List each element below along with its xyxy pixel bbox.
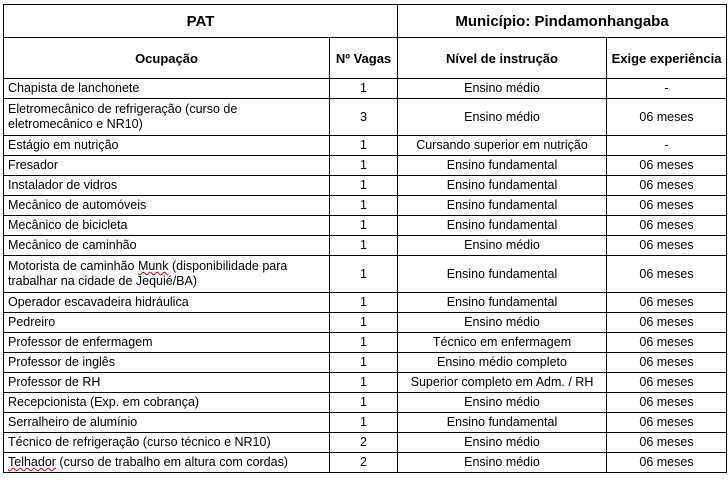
municipality-title: Município: Pindamonhangaba [398,5,727,38]
experience-cell: 06 meses [607,293,727,313]
table-row [4,216,727,236]
occupation-cell: Mecânico de bicicleta [4,216,330,236]
col-header-vacancies: Nº Vagas [330,38,398,79]
vacancies-cell: 1 [330,176,398,196]
vacancies-cell: 1 [330,393,398,413]
vacancies-cell: 1 [330,236,398,256]
experience-cell: 06 meses [607,393,727,413]
experience-cell: 06 meses [607,256,727,293]
education-cell: Cursando superior em nutrição [398,136,607,156]
experience-cell: 06 meses [607,353,727,373]
vacancies-cell: 1 [330,373,398,393]
education-cell: Ensino fundamental [398,156,607,176]
job-vacancies-table [3,4,727,473]
table-row [4,333,727,353]
table-row [4,136,727,156]
education-cell: Ensino médio [398,236,607,256]
table-row [4,176,727,196]
vacancies-cell: 1 [330,156,398,176]
experience-cell: 06 meses [607,453,727,473]
occupation-cell: Mecânico de automóveis [4,196,330,216]
title-row [4,5,727,38]
table-row [4,393,727,413]
table-row [4,256,727,293]
occupation-cell: Motorista de caminhão Munk (disponibilidade para trabalhar na cidade de Jequié/BA) [4,256,330,293]
education-cell: Ensino médio [398,99,607,136]
occupation-cell: Fresador [4,156,330,176]
vacancies-cell: 1 [330,293,398,313]
education-cell: Ensino fundamental [398,413,607,433]
experience-cell: 06 meses [607,156,727,176]
occupation-cell: Professor de RH [4,373,330,393]
education-cell: Técnico em enfermagem [398,333,607,353]
education-cell: Superior completo em Adm. / RH [398,373,607,393]
vacancies-cell: 1 [330,353,398,373]
occupation-cell: Pedreiro [4,313,330,333]
pat-title: PAT [4,5,398,38]
vacancies-cell: 1 [330,413,398,433]
table-row [4,353,727,373]
experience-cell: - [607,136,727,156]
experience-cell: 06 meses [607,216,727,236]
occupation-cell: Técnico de refrigeração (curso técnico e NR10) [4,433,330,453]
experience-cell: 06 meses [607,176,727,196]
education-cell: Ensino médio completo [398,353,607,373]
experience-cell: 06 meses [607,99,727,136]
spellcheck-underline: Munk [137,259,169,273]
experience-cell: 06 meses [607,413,727,433]
vacancies-cell: 2 [330,453,398,473]
col-header-education: Nível de instrução [398,38,607,79]
vacancies-cell: 1 [330,313,398,333]
vacancies-cell: 1 [330,79,398,99]
col-header-occupation: Ocupação [4,38,330,79]
table-row [4,99,727,136]
table-row [4,236,727,256]
experience-cell: 06 meses [607,236,727,256]
occupation-cell: Professor de inglês [4,353,330,373]
experience-cell: - [607,79,727,99]
education-cell: Ensino fundamental [398,216,607,236]
experience-cell: 06 meses [607,333,727,353]
table-row [4,293,727,313]
experience-cell: 06 meses [607,433,727,453]
education-cell: Ensino fundamental [398,293,607,313]
vacancies-cell: 1 [330,256,398,293]
occupation-cell: Serralheiro de alumínio [4,413,330,433]
experience-cell: 06 meses [607,373,727,393]
education-cell: Ensino médio [398,453,607,473]
table-row [4,156,727,176]
vacancies-cell: 1 [330,216,398,236]
education-cell: Ensino fundamental [398,256,607,293]
occupation-cell: Professor de enfermagem [4,333,330,353]
education-cell: Ensino médio [398,79,607,99]
table-row [4,413,727,433]
vacancies-cell: 3 [330,99,398,136]
table-row [4,373,727,393]
table-row [4,313,727,333]
vacancies-cell: 1 [330,136,398,156]
occupation-cell: Operador escavadeira hidráulica [4,293,330,313]
education-cell: Ensino médio [398,313,607,333]
experience-cell: 06 meses [607,196,727,216]
column-header-row [4,38,727,79]
table-row [4,453,727,473]
education-cell: Ensino médio [398,393,607,413]
table-row [4,196,727,216]
occupation-cell: Estágio em nutrição [4,136,330,156]
education-cell: Ensino fundamental [398,176,607,196]
occupation-cell: Telhador (curso de trabalho em altura com cordas) [4,453,330,473]
experience-cell: 06 meses [607,313,727,333]
spellcheck-underline: Telhador [8,455,56,469]
occupation-cell: Chapista de lanchonete [4,79,330,99]
education-cell: Ensino médio [398,433,607,453]
education-cell: Ensino fundamental [398,196,607,216]
occupation-cell: Recepcionista (Exp. em cobrança) [4,393,330,413]
occupation-cell: Eletromecânico de refrigeração (curso de eletromecânico e NR10) [4,99,330,136]
table-body [4,79,727,473]
occupation-cell: Mecânico de caminhão [4,236,330,256]
occupation-cell: Instalador de vidros [4,176,330,196]
vacancies-cell: 1 [330,196,398,216]
vacancies-cell: 1 [330,333,398,353]
vacancies-cell: 2 [330,433,398,453]
table-row [4,79,727,99]
col-header-experience: Exige experiência [607,38,727,79]
table-row [4,433,727,453]
